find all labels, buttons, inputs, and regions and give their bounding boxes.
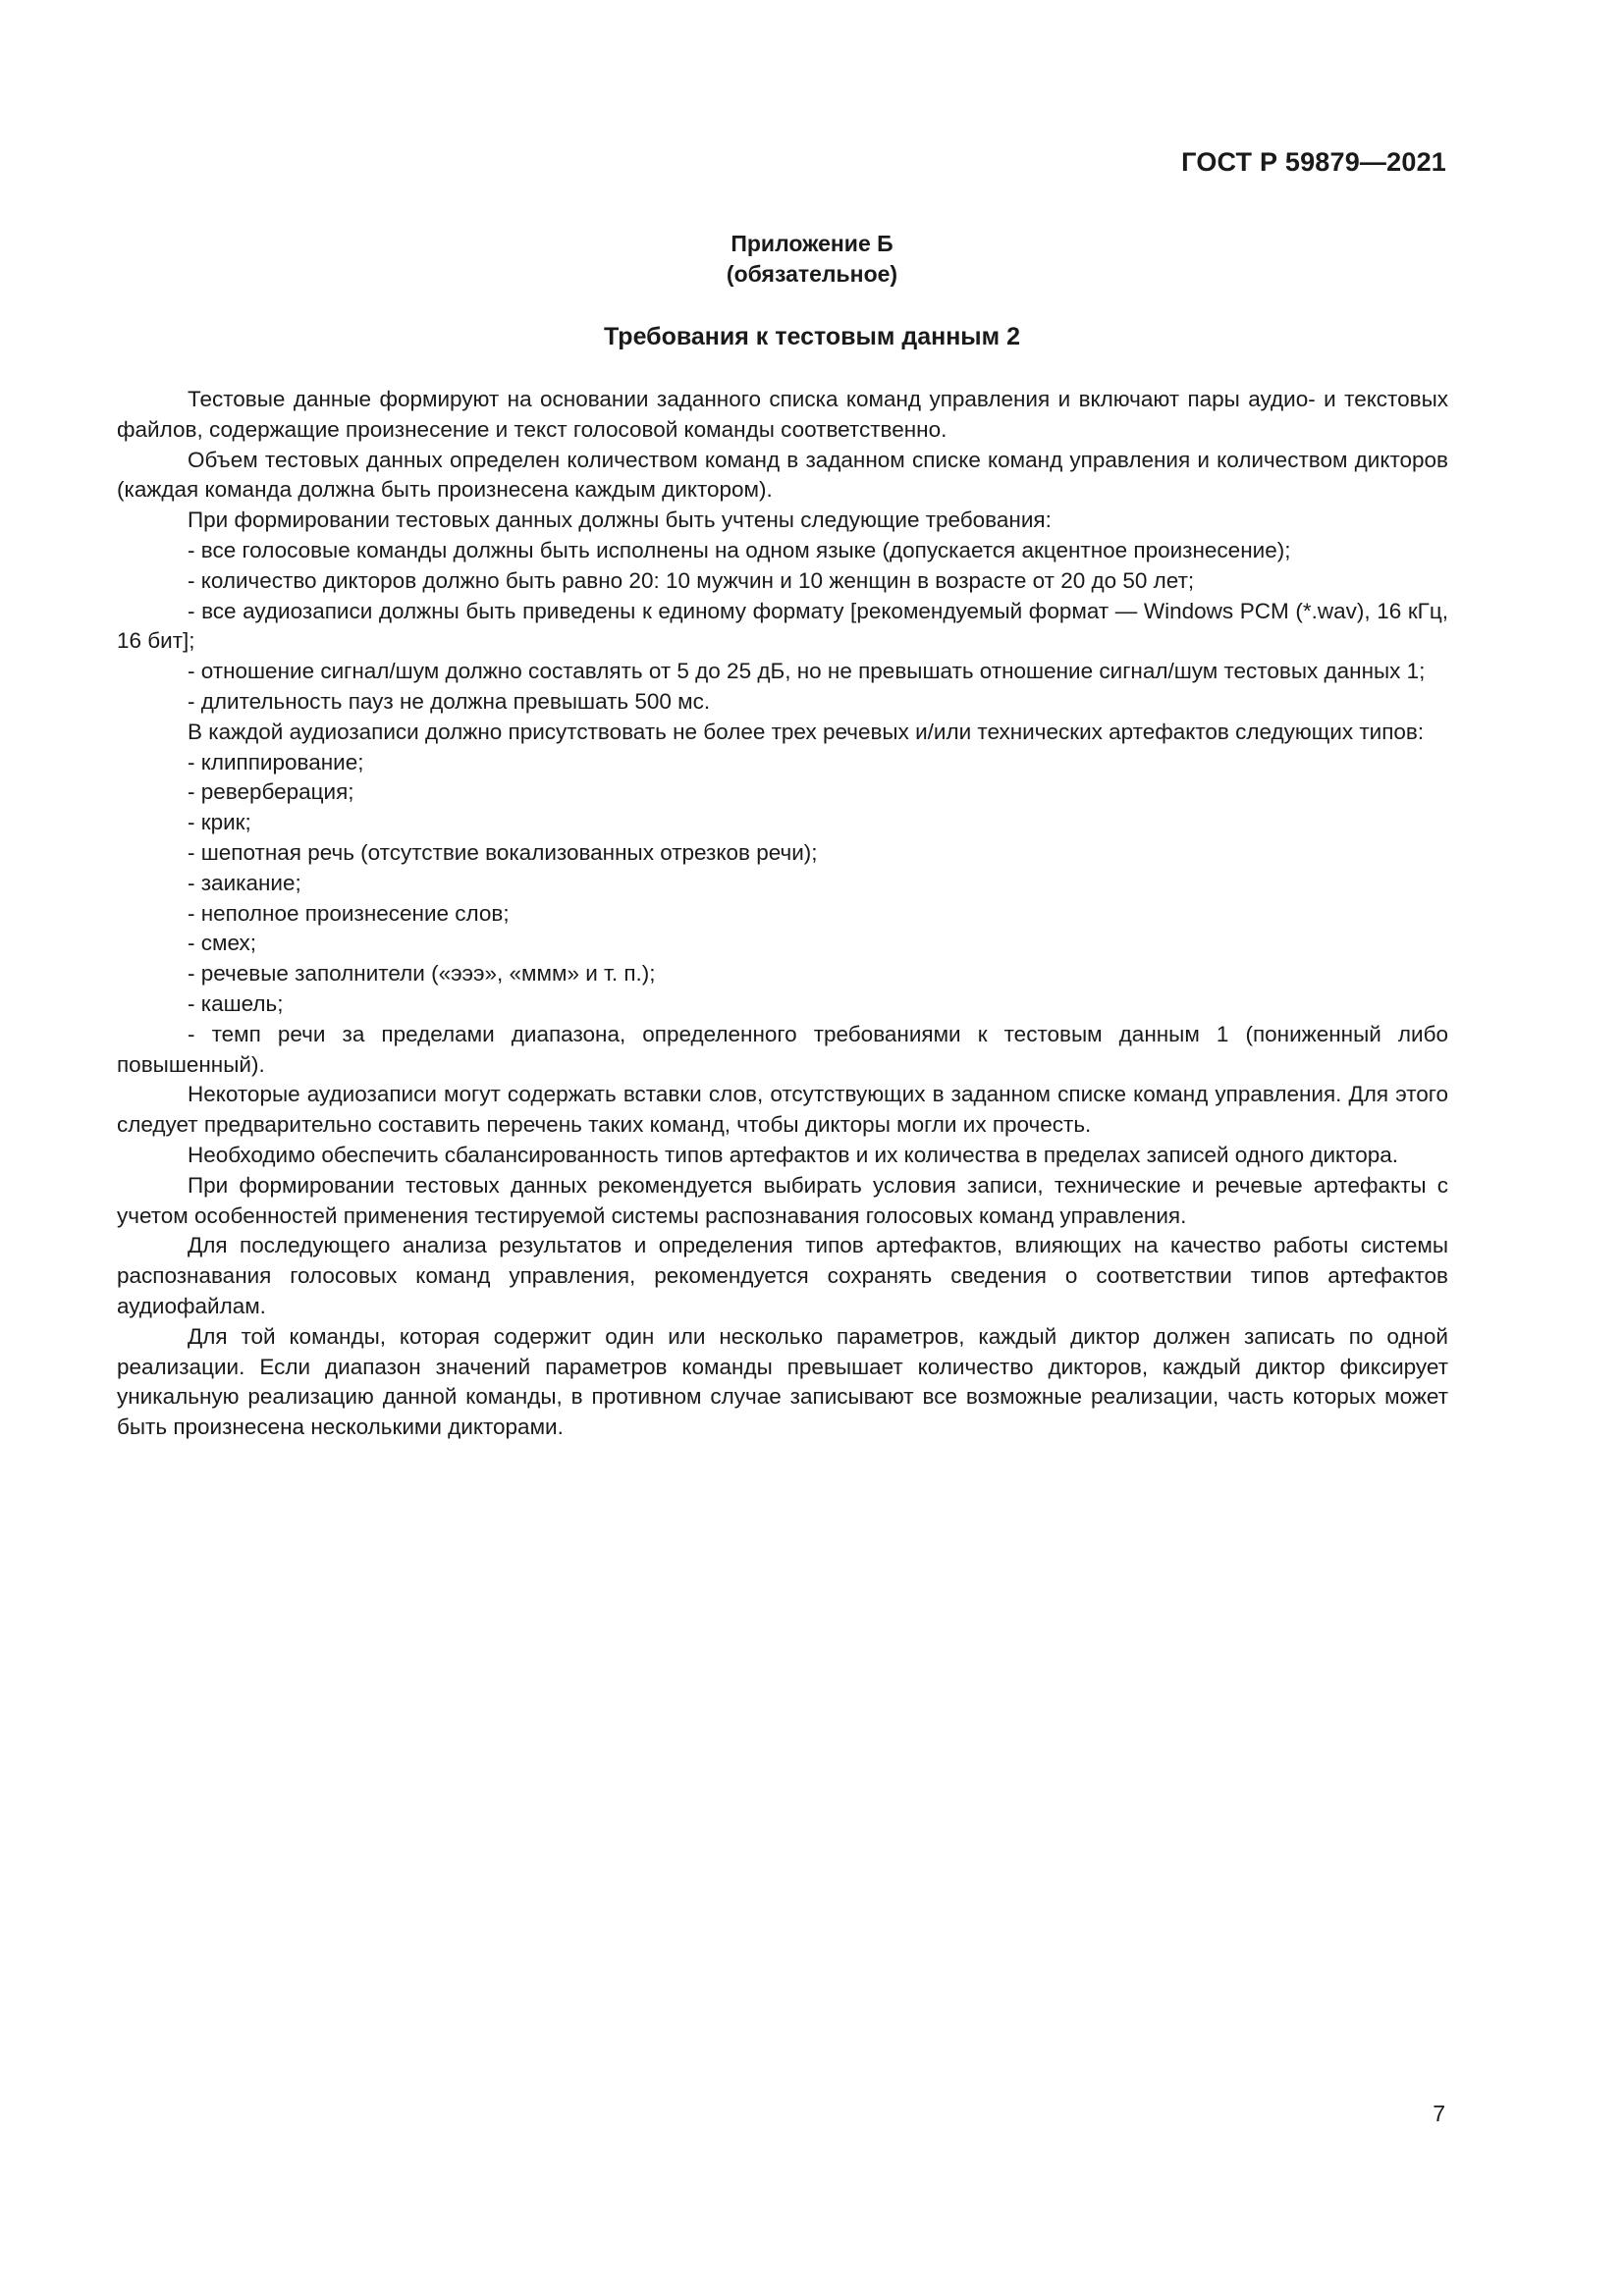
annex-label: Приложение Б [731, 231, 893, 256]
paragraph: При формировании тестовых данных рекомендуется выбирать условия записи, технические и речевые артефакты с учетом особенностей применения тестируемой системы распознавания голосовых команд управления. [117, 1172, 1448, 1228]
paragraph: При формировании тестовых данных должны быть учтены следующие требования: [188, 507, 1052, 533]
artifact-item: - речевые заполнители («эээ», «ммм» и т. п.); [188, 961, 656, 987]
artifact-item: - заикание; [188, 870, 301, 895]
artifact-item: - клиппирование; [188, 749, 364, 774]
artifact-item: - крик; [188, 810, 251, 835]
artifact-item: - кашель; [188, 990, 284, 1016]
paragraph: Объем тестовых данных определен количеством команд в заданном списке команд управления и количеством дикторов (каждая команда должна быть произнесена каждым диктором). [117, 447, 1448, 503]
artifact-item: - темп речи за пределами диапазона, определенного требованиями к тестовым данным 1 (пониженный либо повышенный). [117, 1021, 1448, 1077]
requirement-item: - длительность пауз не должна превышать 500 мс. [188, 688, 711, 714]
page-number: 7 [1433, 2101, 1445, 2126]
artifact-item: - шепотная речь (отсутствие вокализованных отрезков речи); [188, 839, 818, 865]
requirement-item: - все голосовые команды должны быть исполнены на одном языке (допускается акцентное произнесение); [188, 537, 1291, 562]
paragraph: В каждой аудиозаписи должно присутствовать не более трех речевых и/или технических артефактов следующих типов: [188, 719, 1425, 744]
paragraph: Некоторые аудиозаписи могут содержать вставки слов, отсутствующих в заданном списке команд управления. Для этого следует предварительно составить перечень таких команд, чтобы дикторы могли их прочесть. [117, 1082, 1448, 1138]
section-title: Требования к тестовым данным 2 [603, 323, 1020, 350]
artifact-item: - смех; [188, 931, 256, 956]
annex-status: (обязательное) [726, 261, 898, 287]
requirement-item: - все аудиозаписи должны быть приведены к единому формату [рекомендуемый формат — Windows PCM (*.wav), 16 кГц, 16 бит]; [117, 598, 1448, 654]
body-text [117, 385, 1448, 1443]
paragraph: Тестовые данные формируют на основании заданного списка команд управления и включают пары аудио- и текстовых файлов, содержащие произнесение и текст голосовой команды соответственно. [117, 387, 1448, 442]
requirement-item: - отношение сигнал/шум должно составлять от 5 до 25 дБ, но не превышать отношение сигнал/шум тестовых данных 1; [188, 659, 1426, 684]
requirement-item: - количество дикторов должно быть равно 20: 10 мужчин и 10 женщин в возрасте от 20 до 50 лет; [188, 567, 1195, 593]
paragraph: Необходимо обеспечить сбалансированность типов артефактов и их количества в пределах записей одного диктора. [188, 1142, 1398, 1167]
artifact-item: - реверберация; [188, 779, 354, 805]
artifact-item: - неполное произнесение слов; [188, 900, 510, 926]
document-code: ГОСТ Р 59879—2021 [1181, 147, 1446, 177]
paragraph: Для той команды, которая содержит один или несколько параметров, каждый диктор должен записать по одной реализации. Если диапазон значений параметров команды превышает количество дикторов, каждый диктор фиксирует уникальную реализацию данной команды, в противном случае записывают все возможные реализации, часть которых может быть произнесена несколькими дикторами. [117, 1323, 1448, 1440]
paragraph: Для последующего анализа результатов и определения типов артефактов, влияющих на качество работы системы распознавания голосовых команд управления, рекомендуется сохранять сведения о соответствии типов артефактов аудиофайлам. [117, 1233, 1448, 1318]
